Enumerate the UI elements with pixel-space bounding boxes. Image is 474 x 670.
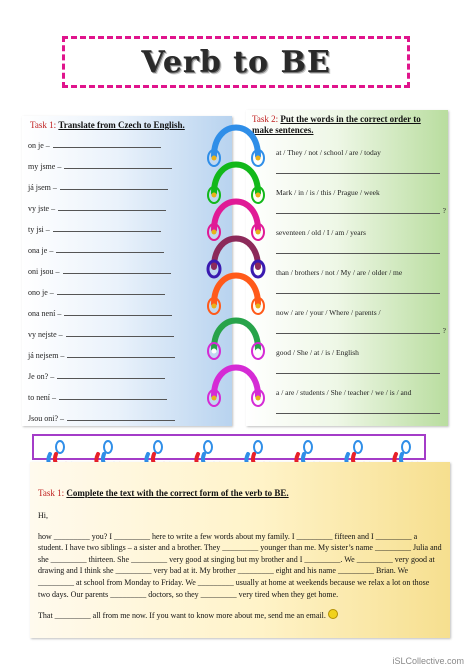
translate-prompt: vy jste –: [28, 204, 56, 213]
ring-icon: [208, 202, 264, 241]
task2-instruction: Put the words in the correct order to make sentences.: [252, 114, 421, 135]
letter-greeting: Hi,: [38, 511, 48, 520]
letter-closing-line: [38, 609, 442, 622]
translate-prompt: já nejsem –: [28, 351, 65, 360]
scrambled-words: a / are / students / She / teacher / we / is / and: [276, 388, 412, 397]
translate-prompt: Jsou oni? –: [28, 414, 64, 423]
scrambled-words: at / They / not / school / are / today: [276, 148, 381, 157]
scrambled-words: Mark / in / is / this / Prague / week: [276, 188, 380, 197]
end-punctuation: ?: [442, 326, 446, 335]
scrambled-words: good / She / at / is / English: [276, 348, 359, 357]
end-punctuation: ?: [442, 206, 446, 215]
ring-icon: [208, 128, 264, 167]
scrambled-words: now / are / your / Where / parents /: [276, 308, 381, 317]
scrambled-words: than / brothers / not / My / are / older / me: [276, 268, 403, 277]
footer-watermark: iSLCollective.com: [392, 656, 464, 666]
ring-icon: [208, 276, 264, 315]
smiley-icon: [328, 609, 338, 619]
ring-icon: [208, 368, 264, 407]
translate-prompt: ona je –: [28, 246, 54, 255]
translate-prompt: já jsem –: [28, 183, 57, 192]
task2-number: Task 2:: [252, 114, 279, 124]
task3-text: [38, 510, 442, 631]
task3-panel: [30, 462, 450, 638]
translate-prompt: to není –: [28, 393, 56, 402]
task3-instruction: Complete the text with the correct form of the verb to BE.: [66, 488, 289, 498]
translate-prompt: on je –: [28, 141, 50, 150]
ring-icon: [208, 165, 264, 204]
ring-icon: [208, 321, 264, 360]
task1-instruction: Translate from Czech to English.: [58, 120, 185, 130]
translate-prompt: my jsme –: [28, 162, 62, 171]
translate-prompt: vy nejste –: [28, 330, 63, 339]
page-title: Verb to BE: [141, 44, 331, 80]
ring-icon: [208, 239, 264, 278]
task1-number: Task 1:: [30, 120, 57, 130]
task3-heading: [38, 488, 438, 499]
translate-prompt: ty jsi –: [28, 225, 50, 234]
letter-paragraph: how _________ you? I _________ here to write a few words about my family. I _________ fifteen and I _________ a student. I have two siblings – a sister and a brother. They _________ younger than me. My sister’s name _________ Julia and she _________ thirteen. She _________ very good at singing but my brother and I _________. We _________ very good at drawing and I think she _________ very bad at it. My brother _________ eight and his name _________ Brian. We _________ at school from Monday to Friday. We _________ usually at home at weekends because we relax a lot on those two days. Our parents _________ doctors, so they _________ very tired when they get home.: [38, 531, 442, 599]
task3-number: Task 1:: [38, 488, 65, 498]
translate-prompt: ona není –: [28, 309, 62, 318]
translate-prompt: oni jsou –: [28, 267, 60, 276]
letter-closing: That _________ all from me now. If you want to know more about me, send me an email.: [38, 611, 326, 621]
scrambled-words: seventeen / old / I / am / years: [276, 228, 366, 237]
translate-prompt: ono je –: [28, 288, 54, 297]
translate-prompt: Je on? –: [28, 372, 55, 381]
